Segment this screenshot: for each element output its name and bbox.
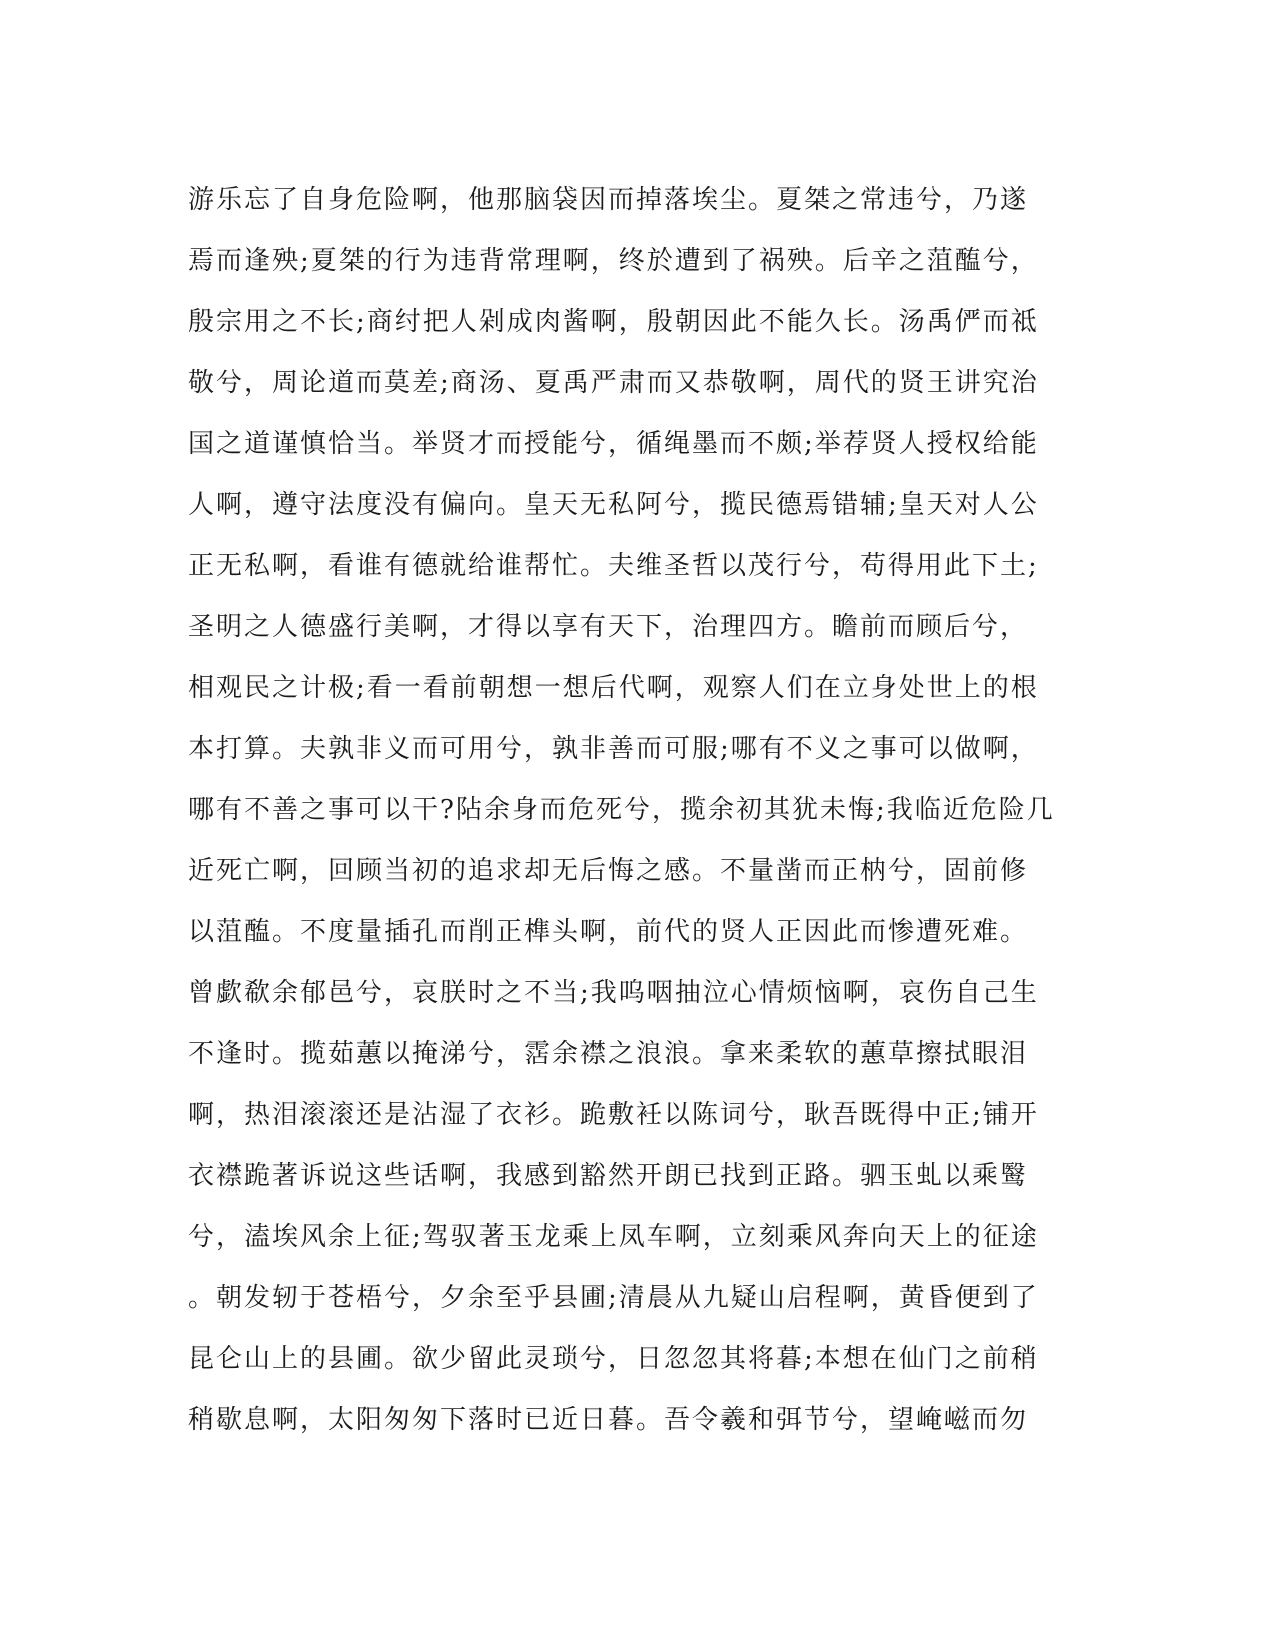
text-line: 敬兮，周论道而莫差;商汤、夏禹严肃而又恭敬啊，周代的贤王讲究治 bbox=[188, 368, 1039, 398]
text-line: 不逢时。揽茹蕙以掩涕兮，霑余襟之浪浪。拿来柔软的蕙草擦拭眼泪 bbox=[188, 1039, 1029, 1069]
text-line: 哪有不善之事可以干?阽余身而危死兮，揽余初其犹未悔;我临近危险几 bbox=[188, 795, 1055, 825]
text-line: 昆仑山上的县圃。欲少留此灵琐兮，日忽忽其将暮;本想在仙门之前稍 bbox=[188, 1344, 1039, 1374]
text-line: 稍歇息啊，太阳匆匆下落时已近日暮。吾令羲和弭节兮，望崦嵫而勿 bbox=[188, 1405, 1029, 1435]
text-line: 本打算。夫孰非义而可用兮，孰非善而可服;哪有不义之事可以做啊， bbox=[188, 734, 1039, 764]
text-line: 兮，溘埃风余上征;驾驭著玉龙乘上凤车啊，立刻乘风奔向天上的征途 bbox=[188, 1222, 1039, 1252]
text-line: 圣明之人德盛行美啊，才得以享有天下，治理四方。瞻前而顾后兮， bbox=[188, 612, 1029, 642]
text-line: 近死亡啊，回顾当初的追求却无后悔之感。不量凿而正枘兮，固前修 bbox=[188, 856, 1029, 886]
text-line: 曾歔欷余郁邑兮，哀朕时之不当;我呜咽抽泣心情烦恼啊，哀伤自己生 bbox=[188, 978, 1039, 1008]
text-line: 。朝发轫于苍梧兮，夕余至乎县圃;清晨从九疑山启程啊，黄昏便到了 bbox=[188, 1283, 1039, 1313]
text-line: 殷宗用之不长;商纣把人剁成肉酱啊，殷朝因此不能久长。汤禹俨而祗 bbox=[188, 307, 1039, 337]
text-line: 相观民之计极;看一看前朝想一想后代啊，观察人们在立身处世上的根 bbox=[188, 673, 1039, 703]
text-line: 以菹醢。不度量插孔而削正榫头啊，前代的贤人正因此而惨遭死难。 bbox=[188, 917, 1029, 947]
text-line: 国之道谨慎恰当。举贤才而授能兮，循绳墨而不颇;举荐贤人授权给能 bbox=[188, 429, 1039, 459]
text-line: 游乐忘了自身危险啊，他那脑袋因而掉落埃尘。夏桀之常违兮，乃遂 bbox=[188, 185, 1029, 215]
text-line: 人啊，遵守法度没有偏向。皇天无私阿兮，揽民德焉错辅;皇天对人公 bbox=[188, 490, 1039, 520]
body-text bbox=[188, 170, 1088, 1451]
text-line: 衣襟跪著诉说这些话啊，我感到豁然开朗已找到正路。驷玉虬以乘鹥 bbox=[188, 1161, 1029, 1191]
text-line: 焉而逢殃;夏桀的行为违背常理啊，终於遭到了祸殃。后辛之菹醢兮， bbox=[188, 246, 1039, 276]
text-line: 啊，热泪滚滚还是沾湿了衣衫。跪敷衽以陈词兮，耿吾既得中正;铺开 bbox=[188, 1100, 1039, 1130]
text-line: 正无私啊，看谁有德就给谁帮忙。夫维圣哲以茂行兮，苟得用此下土; bbox=[188, 551, 1039, 581]
